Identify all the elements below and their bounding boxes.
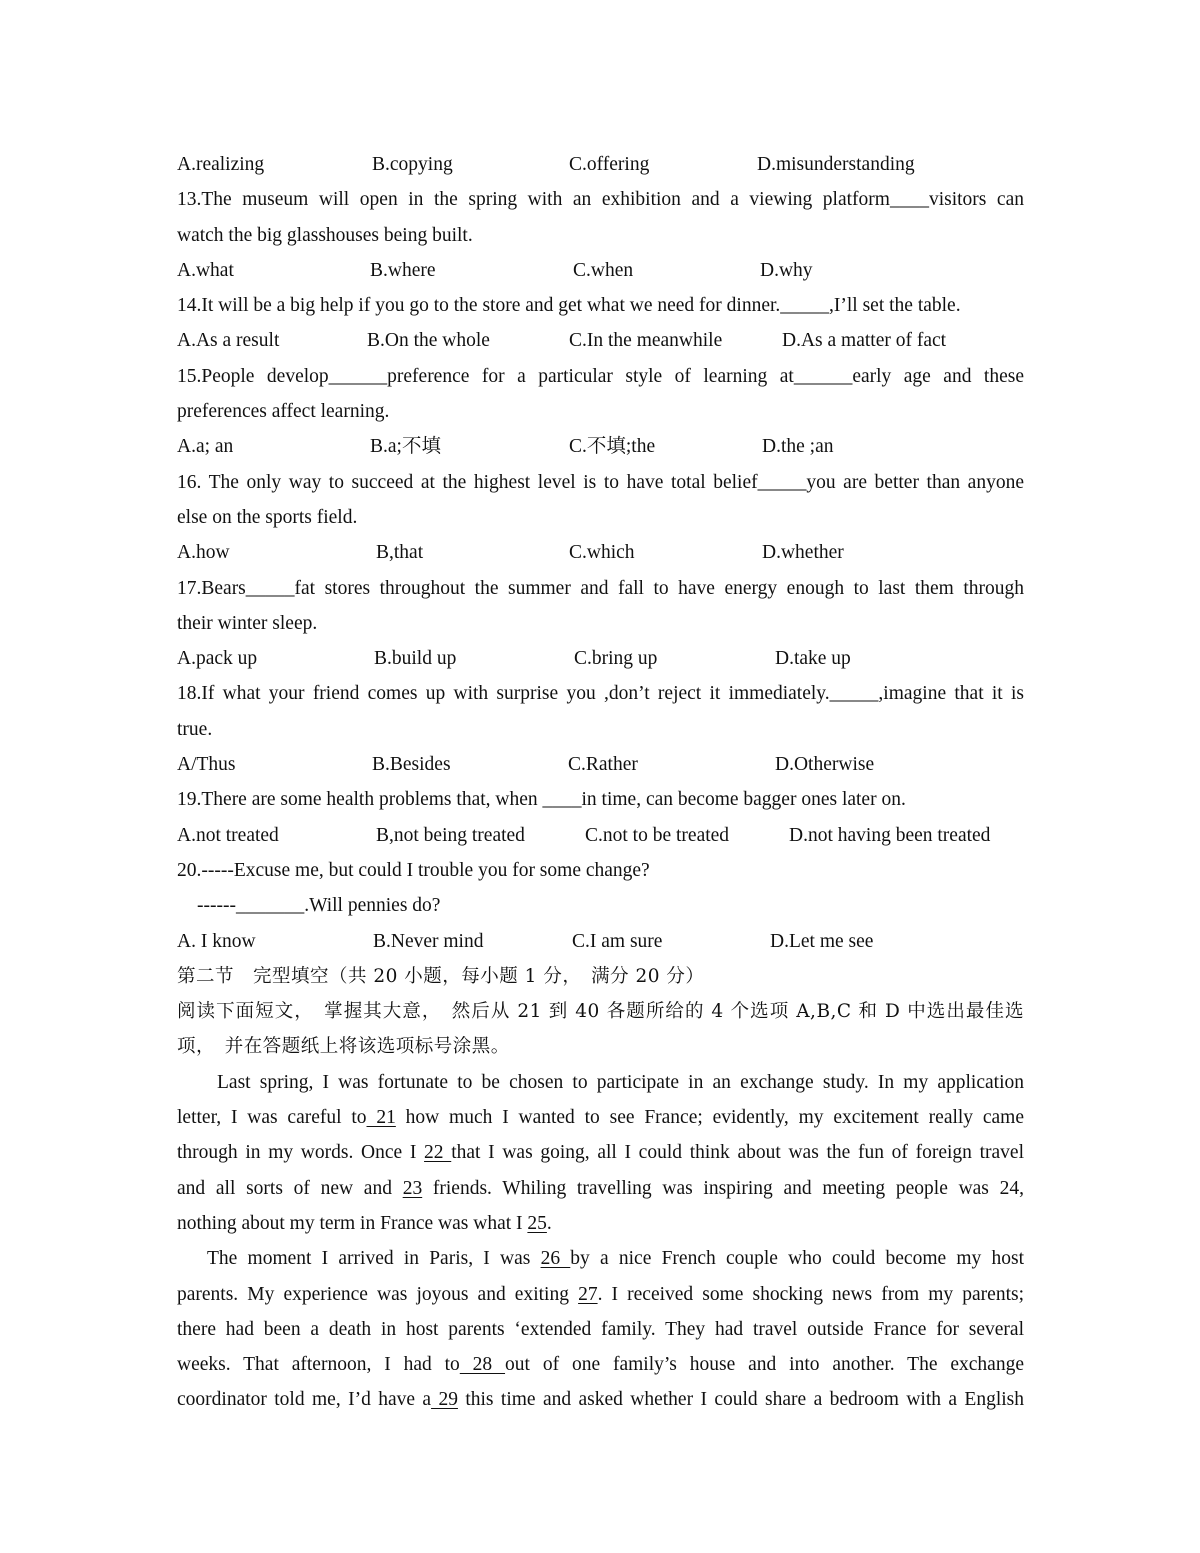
q15-option-a: A.a; an (177, 436, 234, 458)
q18-options (177, 747, 1024, 782)
q13-options (177, 253, 1024, 288)
q19-option-a: A.not treated (177, 824, 279, 846)
blank-29: 29 (431, 1389, 458, 1411)
passage-text: weeks. That afternoon, I had to (177, 1354, 460, 1376)
passage-text: and all sorts of new and (177, 1177, 403, 1199)
blank-28: 28 (459, 1354, 506, 1376)
passage-text: this time and asked whether I could share a bedroom with a English (457, 1389, 1024, 1411)
q19-stem-line1: 19.There are some health problems that, when ____in time, can become bagger ones later on. (177, 789, 906, 811)
q14-option-a: A.As a result (177, 330, 280, 352)
passage-text: coordinator told me, I’d have a (177, 1389, 432, 1411)
q17-option-a: A.pack up (177, 648, 258, 670)
q12-options (177, 147, 1024, 182)
passage-text: friends. Whiling travelling was inspiring and meeting people was 24, (422, 1177, 1024, 1199)
q18-option-c: C.Rather (568, 754, 638, 776)
passage-p2-line5 (177, 1382, 1024, 1417)
q18-option-b: B.Besides (372, 754, 451, 776)
passage-text: by a nice French couple who could become my host (570, 1248, 1024, 1270)
q18-option-a: A/Thus (177, 754, 236, 776)
passage-text: Last spring, I was fortunate to be chosen to participate in an exchange study. In my application (217, 1071, 1024, 1093)
q14-options (177, 323, 1024, 358)
q15-option-b: B.a;不填 (370, 436, 441, 458)
blank-22: 22 (424, 1142, 452, 1164)
passage-p2-line4 (177, 1347, 1024, 1382)
passage-text: parents. My experience was joyous and exiting (177, 1283, 579, 1305)
q15-option-c: C.不填;the (569, 436, 656, 458)
q18-option-d: D.Otherwise (775, 754, 875, 776)
q13-option-d: D.why (760, 259, 813, 281)
passage-text: letter, I was careful to (177, 1107, 367, 1129)
section2-instruction-line1: 阅读下面短文， 掌握其大意， 然后从 21 到 40 各题所给的 4 个选项 A,B,C 和 D 中选出最佳选 (177, 1001, 1024, 1023)
q15-option-d: D.the ;an (762, 436, 834, 458)
q13-stem-line1: 13.The museum will open in the spring with an exhibition and a viewing platform____visitors can (177, 189, 1024, 211)
q19-option-c: C.not to be treated (585, 824, 730, 846)
q14-option-b: B.On the whole (367, 330, 490, 352)
passage-p1-line4 (177, 1171, 1024, 1206)
q14-option-d: D.As a matter of fact (782, 330, 947, 352)
passage-text: how much I wanted to see France; evidently, my excitement really came (395, 1107, 1024, 1129)
q14-stem-line1: 14.It will be a big help if you go to the store and get what we need for dinner._____,I’ll set the table. (177, 295, 961, 317)
passage-text: through in my words. Once I (177, 1142, 425, 1164)
passage-p1-line5 (177, 1206, 1024, 1241)
q16-option-c: C.which (569, 542, 635, 564)
passage-text: . I received some shocking news from my parents; (597, 1283, 1024, 1305)
q17-stem-line2: their winter sleep. (177, 612, 318, 634)
exam-page (177, 147, 1024, 1418)
q20-option-c: C.I am sure (572, 930, 663, 952)
q12-option-a: A.realizing (177, 154, 265, 175)
q19-option-b: B,not being treated (376, 824, 525, 846)
q14-option-c: C.In the meanwhile (569, 330, 723, 352)
q17-option-d: D.take up (775, 648, 851, 670)
q19-option-d: D.not having been treated (789, 824, 991, 846)
q19-options (177, 818, 1024, 853)
q15-stem-line1: 15.People develop______preference for a particular style of learning at______early age and these (177, 365, 1024, 387)
q15-options (177, 429, 1024, 464)
passage-p1-line1 (177, 1065, 1024, 1100)
blank-25: 25 (527, 1212, 547, 1234)
q20-stem-line2: ------_______.Will pennies do? (197, 895, 441, 917)
passage-text: there had been a death in host parents ‘extended family. They had travel outside France for several (177, 1318, 1024, 1340)
passage-p1-line3 (177, 1135, 1024, 1170)
q17-options (177, 641, 1024, 676)
passage-p1-line2 (177, 1100, 1024, 1135)
q17-stem-line1: 17.Bears_____fat stores throughout the summer and fall to have energy enough to last them through (177, 577, 1024, 599)
q13-option-a: A.what (177, 259, 234, 281)
q17-option-b: B.build up (374, 648, 457, 670)
q13-stem-line2: watch the big glasshouses being built. (177, 224, 473, 246)
blank-21: 21 (366, 1107, 396, 1129)
q16-option-d: D.whether (762, 542, 844, 564)
q20-option-a: A. I know (177, 930, 256, 952)
q16-stem-line2: else on the sports field. (177, 506, 358, 528)
q16-option-a: A.how (177, 542, 230, 564)
passage-text: out of one family’s house and into another. The exchange (505, 1354, 1024, 1376)
q20-stem-line1: 20.-----Excuse me, but could I trouble you for some change? (177, 859, 650, 881)
q20-option-d: D.Let me see (770, 930, 874, 952)
q16-stem-line1: 16. The only way to succeed at the highest level is to have total belief_____you are better than anyone (177, 471, 1024, 493)
q13-option-b: B.where (370, 259, 436, 281)
blank-23: 23 (402, 1177, 423, 1199)
q18-stem-line1: 18.If what your friend comes up with surprise you ,don’t reject it immediately._____,imagine that it is (177, 683, 1024, 705)
q20-options (177, 924, 1024, 959)
passage-text: nothing about my term in France was what I (177, 1212, 528, 1234)
q17-option-c: C.bring up (574, 648, 658, 670)
q12-option-b: B.copying (372, 154, 453, 175)
q13-option-c: C.when (573, 259, 634, 281)
passage-text: The moment I arrived in Paris, I was (207, 1248, 541, 1270)
q12-option-c: C.offering (569, 154, 650, 175)
section2-heading: 第二节 完型填空（共 20 小题，每小题 1 分， 满分 20 分） (177, 965, 705, 987)
q16-option-b: B,that (376, 542, 424, 564)
passage-text: . (546, 1212, 552, 1234)
q20-option-b: B.Never mind (373, 930, 484, 952)
passage-p2-line2 (177, 1277, 1024, 1312)
q16-options (177, 535, 1024, 570)
passage-text: that I was going, all I could think about was the fun of foreign travel (451, 1142, 1024, 1164)
passage-p2-line1 (177, 1241, 1024, 1276)
blank-26: 26 (540, 1248, 571, 1270)
q12-option-d: D.misunderstanding (757, 154, 915, 175)
passage-p2-line3 (177, 1312, 1024, 1347)
q18-stem-line2: true. (177, 718, 213, 740)
q15-stem-line2: preferences affect learning. (177, 401, 390, 423)
blank-27: 27 (578, 1283, 598, 1305)
section2-instruction-line2: 项， 并在答题纸上将该选项标号涂黑。 (177, 1036, 510, 1058)
